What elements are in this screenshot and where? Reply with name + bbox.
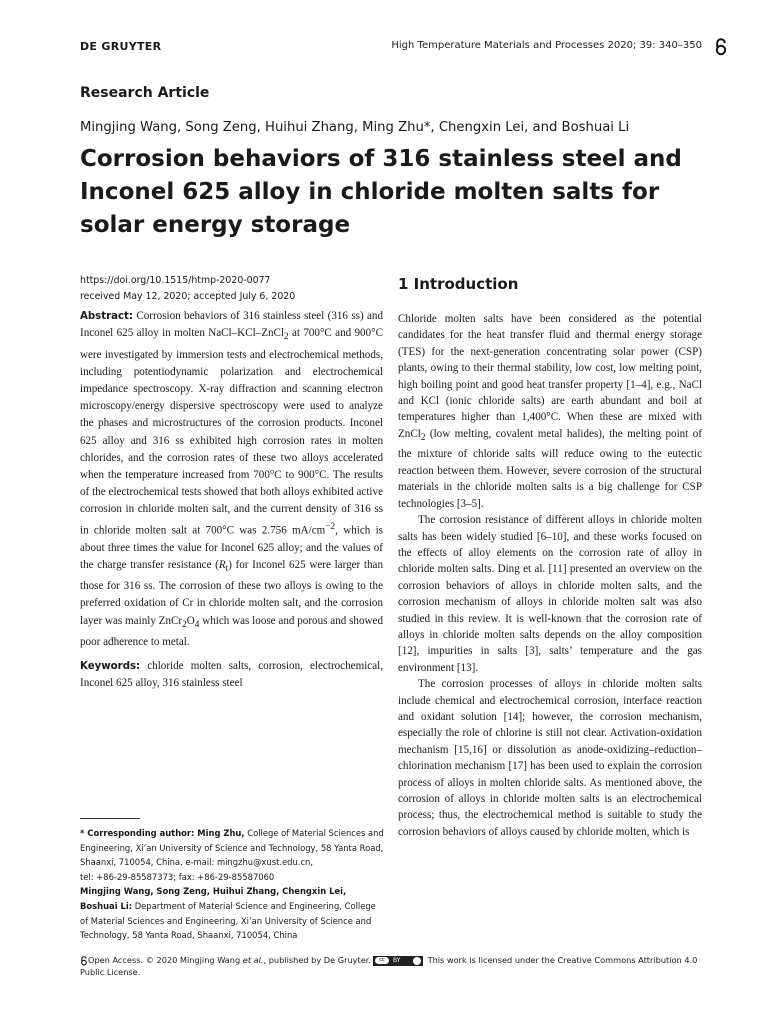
contact-line: tel: +86-29-85587373; fax: +86-29-85587060 bbox=[80, 871, 275, 882]
footnote-label: * Corresponding author: Ming Zhu, bbox=[80, 828, 245, 838]
abstract bbox=[80, 308, 383, 651]
left-column bbox=[80, 308, 383, 700]
intro-paragraph bbox=[398, 311, 702, 512]
abstract-label: Abstract: bbox=[80, 311, 133, 322]
footnotes bbox=[80, 826, 385, 943]
doi-link[interactable]: https://doi.org/10.1515/htmp-2020-0077 bbox=[80, 275, 271, 286]
right-column bbox=[398, 311, 702, 840]
article-meta bbox=[80, 273, 295, 305]
subscript: 2 bbox=[182, 619, 187, 630]
paper-title bbox=[80, 143, 700, 242]
publisher-name: DE GRUYTER bbox=[80, 40, 162, 53]
title-line: Inconel 625 alloy in chloride molten salts for bbox=[80, 179, 660, 205]
paragraph-text: (low melting, covalent metal halides), the melting point of the mixture of chloride salts will reduce owing to the eutectic reaction between them. However, severe corrosion of the structural materials in the chloride molten salts is a big challenge for CSP technologies [3–5]. bbox=[398, 427, 702, 510]
title-line: Corrosion behaviors of 316 stainless steel and bbox=[80, 146, 682, 172]
footer-text: , published by De Gruyter. bbox=[263, 955, 371, 965]
abstract-text: at 700°C and 900°C were investigated by immersion tests and electrochemical methods, including potentiodynamic polarization and electrochemical impedance spectroscopy. X-ray diffraction and scanning electron microscopy/energy dispersive spectroscopy were used to analyze the phases and microstructures of the corrosion products. Inconel 625 alloy and 316 ss exhibited high corrosion rates in molten chlorides, and the corrosion rates of these two alloys accelerated when the temperature increased from 700°C to 900°C. The results of the electrochemical tests showed that both alloys exhibited active corrosion in chloride molten salt, and the current density of 316 ss in chloride molten salt at 700°C was 2.756 mA/cm bbox=[80, 327, 383, 537]
affiliation-note bbox=[80, 884, 385, 942]
intro-paragraph: The corrosion resistance of different alloys in chloride molten salts has been widely studied [6–10], and these works focused on the effects of alloy elements on the corrosion rate of alloy in chloride molten salts. Ding et al. [11] presented an overview on the corrosion behaviors of alloys in chloride molten salts, and the corrosion mechanism of alloys in chloride molten salt was also studied in this review. It is well-known that the corrosion rate of alloys in chloride molten salts depends on the alloy composition [12], impurities in salts [3], salts’ temperature and the gas environment [13]. bbox=[398, 514, 702, 674]
abstract-text: O bbox=[186, 614, 195, 627]
by-text: BY bbox=[392, 956, 401, 964]
abstract-text: , which is about three times the value for Inconel 625 alloy; and the values of the charge transfer resistance ( bbox=[80, 524, 383, 571]
journal-citation: High Temperature Materials and Processes 2020; 39: 340–350 bbox=[391, 40, 702, 51]
footer-text: Open Access. © 2020 Mingjing Wang bbox=[88, 955, 243, 965]
cc-logo-text: cc bbox=[375, 957, 389, 964]
footnote-label: Mingjing Wang, Song Zeng, Huihui Zhang, Chengxin Lei, Boshuai Li: bbox=[80, 886, 347, 911]
title-line: solar energy storage bbox=[80, 212, 351, 238]
footer-text: This work is licensed under the Creative Commons Attribution 4.0 Public License. bbox=[80, 955, 698, 977]
italic-symbol: R bbox=[218, 558, 226, 571]
corresponding-author-note bbox=[80, 826, 385, 870]
subscript: t bbox=[225, 563, 229, 574]
license-footer bbox=[80, 954, 700, 978]
footer-italic: et al. bbox=[242, 955, 264, 965]
section-heading: 1 Introduction bbox=[398, 275, 519, 293]
intro-paragraph: The corrosion processes of alloys in chloride molten salts include chemical and electrochemical corrosion, interface reaction and oxidant solution [14]; however, the corrosion mechanism, especially the role of chlorine is still not clear. Activation-oxidation mechanism [15,16] or dissolution as anode-oxidizing–reduction–chlorination mechanism [17] has been used to explain the corrosion process of alloys in molten chloride salts. As mentioned above, the corrosion of alloys in chloride molten salts is an electrochemical process; thus, the electrochemical method is suitable to study the corrosion behaviors of alloys caused by chloride molten, which is bbox=[398, 678, 702, 838]
superscript: −2 bbox=[325, 521, 336, 532]
abstract-text: which was loose and porous and showed poor adherence to metal. bbox=[80, 614, 383, 648]
keywords bbox=[80, 658, 383, 692]
article-type: Research Article bbox=[80, 85, 210, 101]
dates: received May 12, 2020; accepted July 6, 2020 bbox=[80, 291, 296, 302]
open-access-icon bbox=[80, 956, 88, 966]
running-header bbox=[80, 40, 728, 60]
footnote-divider bbox=[80, 818, 140, 819]
footnote-text: Department of Material Science and Engineering, College of Material Sciences and Engineering, Xi’an University of Science and Technology, 58 Yanta Road, Shaanxi, 710054, China bbox=[80, 900, 376, 941]
subscript: 2 bbox=[420, 433, 426, 444]
footnote-text: College of Material Sciences and Engineering, Xi’an University of Science and Technology, 58 Yanta Road, Shaanxi, 710054, China, e-mail: mingzhu@xust.edu.cn, bbox=[80, 828, 384, 868]
abstract-text: Corrosion behaviors of 316 stainless steel (316 ss) and Inconel 625 alloy in molten NaCl–KCl–ZnCl bbox=[80, 310, 383, 340]
subscript: 4 bbox=[194, 619, 200, 630]
open-access-icon bbox=[714, 38, 728, 56]
cc-by-license-badge[interactable] bbox=[373, 956, 423, 966]
person-icon bbox=[413, 957, 421, 965]
subscript: 2 bbox=[284, 332, 289, 343]
keywords-text: chloride molten salts, corrosion, electrochemical, Inconel 625 alloy, 316 stainless steel bbox=[80, 660, 383, 690]
paragraph-text: Chloride molten salts have been considered as the potential candidates for the heat transfer fluid and thermal energy storage (TES) for the next-generation concentrating solar power (CSP) plants, owing to their thermal stability, low cost, low melting point, high boiling point and good heat transfer property [1–4], e.g., NaCl and KCl (ionic chloride salts) are earth abundant and boil at temperatures higher than 1,400°C. When these are mixed with ZnCl bbox=[398, 313, 702, 440]
keywords-label: Keywords: bbox=[80, 661, 141, 673]
abstract-text: ) for Inconel 625 were larger than those for 316 ss. The corrosion of these two alloys is owing to the preferred oxidation of Cr in chloride molten salt, and the corrosion layer was mainly ZnCr bbox=[80, 558, 383, 627]
author-list: Mingjing Wang, Song Zeng, Huihui Zhang, Ming Zhu*, Chengxin Lei, and Boshuai Li bbox=[80, 120, 630, 135]
